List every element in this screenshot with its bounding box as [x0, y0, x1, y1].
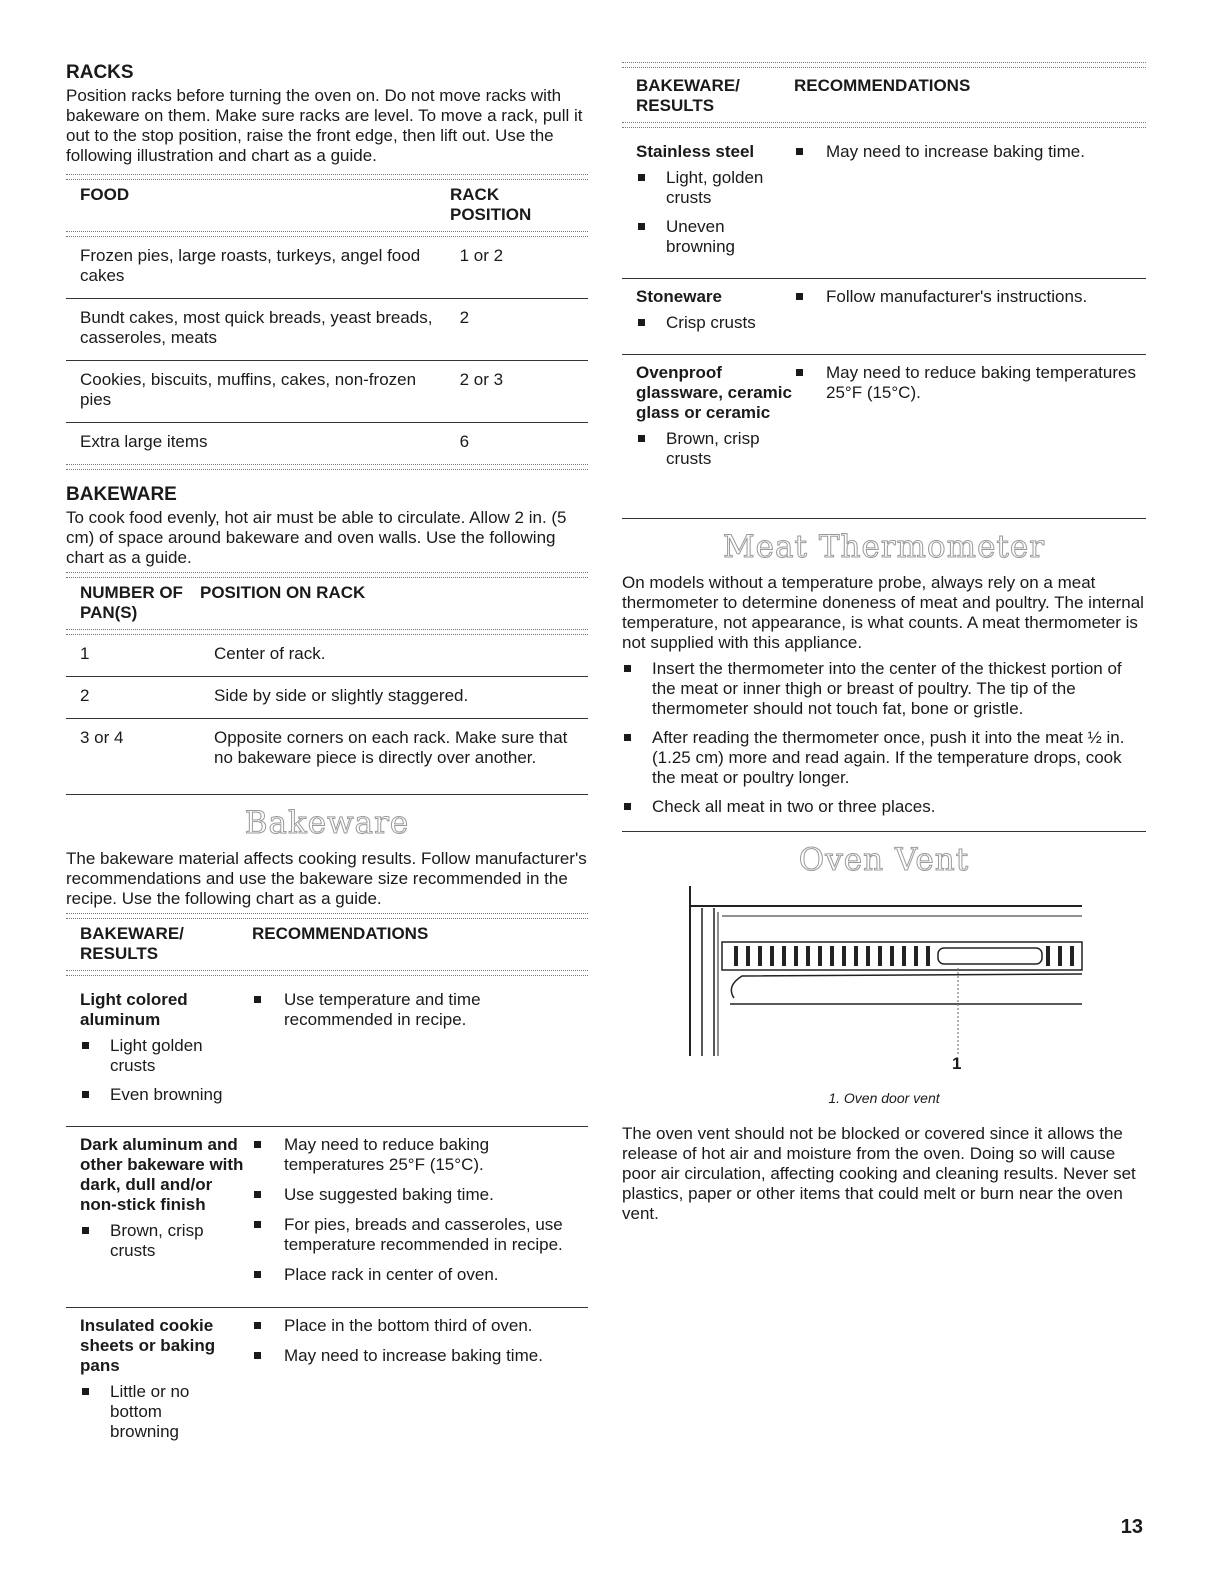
col-bakeware-results: BAKEWARE/ RESULTS [636, 76, 740, 115]
racks-heading: RACKS [66, 62, 134, 83]
vent-slot [890, 946, 894, 966]
bakeware-name: Stoneware [636, 287, 722, 306]
vent-slot [746, 946, 750, 966]
meat-thermometer-list [622, 659, 1146, 817]
bakeware-table-right [622, 134, 1146, 518]
list-item: Place in the bottom third of oven. [252, 1316, 588, 1336]
bakeware-section-title: Bakeware [244, 805, 410, 841]
table-row [66, 677, 588, 719]
list-item: Brown, crisp crusts [80, 1221, 252, 1261]
bakeware-section-intro: The bakeware material affects cooking results. Follow manufacturer's recommendations and use the bakeware size recommended in the recipe. Use the following chart as a guide. [66, 849, 587, 908]
meat-thermometer-intro: On models without a temperature probe, always rely on a meat thermometer to determine doneness of meat and poultry. The internal temperature, not appearance, is what counts. A meat thermometer is not supplied with this appliance. [622, 573, 1144, 652]
col-position-on-rack: POSITION ON RACK [200, 583, 366, 602]
bakeware-heading: BAKEWARE [66, 484, 177, 505]
vent-slot [758, 946, 762, 966]
vent-slot [902, 946, 906, 966]
vent-slot [878, 946, 882, 966]
pans-table-header [66, 578, 588, 629]
table-row [622, 355, 1146, 518]
meat-thermometer-title: Meat Thermometer [722, 529, 1046, 565]
col-bakeware-results: BAKEWARE/ RESULTS [80, 924, 184, 963]
col-number-of-pans: NUMBER OF PAN(S) [80, 583, 183, 622]
table-row [66, 635, 588, 677]
list-item: Follow manufacturer's instructions. [794, 287, 1146, 307]
oven-vent-text: The oven vent should not be blocked or covered since it allows the release of hot air and moisture from the oven. Doing so will cause poor air circulation, affecting cooking and cleaning results. Never set plastics, paper or other items that could melt or burn near the oven vent. [622, 1124, 1136, 1223]
vent-slot [854, 946, 858, 966]
vent-slot [734, 946, 738, 966]
vent-slot [842, 946, 846, 966]
results-list [80, 1221, 252, 1261]
list-item: After reading the thermometer once, push it into the meat ½ in. (1.25 cm) more and read again. If the temperature drops, cook the meat or poultry longer. [622, 728, 1146, 788]
list-item: Uneven browning [636, 217, 756, 257]
vent-slot [866, 946, 870, 966]
vent-slot [794, 946, 798, 966]
racks-intro: Position racks before turning the oven on. Do not move racks with bakeware on them. Make sure racks are level. To move a rack, pull it out to the stop position, raise the front edge, then lift out. Use the following illustration and chart as a guide. [66, 86, 583, 165]
right-column [622, 62, 1146, 1224]
position-cell: 2 or 3 [459, 370, 504, 389]
position-cell: 1 or 2 [459, 246, 504, 265]
food-cell: Extra large items [80, 432, 208, 451]
left-column [66, 62, 588, 1463]
divider [66, 970, 588, 976]
position-cell: Side by side or slightly staggered. [214, 686, 469, 705]
bakeware-name: Insulated cookie sheets or baking pans [80, 1316, 216, 1375]
rack-table [66, 237, 588, 464]
bakeware-name: Light colored aluminum [80, 990, 188, 1029]
bakeware-name: Stainless steel [636, 142, 755, 161]
vent-slot [806, 946, 810, 966]
list-item: Place rack in center of oven. [252, 1265, 588, 1285]
bakeware-intro: To cook food evenly, hot air must be able to circulate. Allow 2 in. (5 cm) of space around bakeware and oven walls. Use the following chart as a guide. [66, 508, 567, 567]
table-row [66, 423, 588, 464]
bakeware-name: Ovenproof glassware, ceramic glass or ceramic [636, 363, 792, 422]
table-row [66, 299, 588, 361]
position-cell: Opposite corners on each rack. Make sure that no bakeware piece is directly over another. [214, 728, 568, 767]
list-item: Little or no bottom browning [80, 1382, 210, 1442]
number-cell: 1 [80, 644, 90, 663]
list-item: For pies, breads and casseroles, use temperature recommended in recipe. [252, 1215, 588, 1255]
col-rack-position: RACK POSITION [450, 185, 532, 224]
vent-slot [1058, 946, 1062, 966]
results-list [80, 1036, 252, 1105]
recommendations-list [252, 990, 588, 1030]
table-row [66, 1308, 588, 1463]
bakeware-name: Dark aluminum and other bakeware with dark, dull and/or non-stick finish [80, 1135, 244, 1214]
list-item: Crisp crusts [636, 313, 794, 333]
table-row [66, 237, 588, 299]
table-row [622, 134, 1146, 279]
list-item: May need to reduce baking temperatures 25°F (15°C). [794, 363, 1146, 403]
list-item: Light golden crusts [80, 1036, 252, 1076]
results-list [80, 1382, 252, 1442]
page-number: 13 [1120, 1516, 1143, 1538]
vent-slot [770, 946, 774, 966]
bakeware-table-left [66, 982, 588, 1463]
recommendations-list [794, 142, 1146, 162]
list-item: Even browning [80, 1085, 252, 1105]
divider [622, 122, 1146, 128]
divider [66, 464, 588, 470]
table-row [622, 279, 1146, 355]
list-item: May need to reduce baking temperatures 25°F (15°C). [252, 1135, 588, 1175]
food-cell: Cookies, biscuits, muffins, cakes, non-frozen pies [80, 370, 417, 409]
number-cell: 3 or 4 [80, 728, 124, 747]
table-row [66, 982, 588, 1127]
section-rule [622, 831, 1146, 832]
col-food: FOOD [80, 185, 130, 204]
list-item: Use suggested baking time. [252, 1185, 588, 1205]
results-list [636, 429, 794, 469]
recommendations-list [252, 1316, 588, 1366]
section-rule [66, 794, 588, 795]
vent-slot [782, 946, 786, 966]
bakeware-table-header-continued [622, 68, 1146, 122]
list-item: May need to increase baking time. [794, 142, 1146, 162]
vent-slot [830, 946, 834, 966]
position-cell: 2 [459, 308, 470, 327]
bakeware-table-header [66, 919, 588, 970]
list-item: Brown, crisp crusts [636, 429, 766, 469]
col-recommendations: RECOMMENDATIONS [252, 924, 429, 943]
col-recommendations: RECOMMENDATIONS [794, 76, 971, 95]
list-item: Check all meat in two or three places. [622, 797, 1146, 817]
vent-slot [818, 946, 822, 966]
recommendations-list [794, 287, 1146, 307]
table-row [66, 719, 588, 794]
section-rule [622, 518, 1146, 519]
food-cell: Frozen pies, large roasts, turkeys, angel food cakes [80, 246, 421, 285]
vent-slot [914, 946, 918, 966]
results-list [636, 313, 794, 333]
list-item: Insert the thermometer into the center of the thickest portion of the meat or inner thigh or breast of poultry. The tip of the thermometer should not touch fat, bone or gristle. [622, 659, 1146, 719]
list-item: May need to increase baking time. [252, 1346, 588, 1366]
list-item: Use temperature and time recommended in recipe. [252, 990, 588, 1030]
recommendations-list [252, 1135, 588, 1285]
oven-vent-caption: 1. Oven door vent [828, 1090, 940, 1106]
results-list [636, 168, 794, 257]
oven-vent-title: Oven Vent [798, 842, 970, 878]
vent-slot [926, 946, 930, 966]
vent-slot [1046, 946, 1050, 966]
table-row [66, 361, 588, 423]
vent-slot [1070, 946, 1074, 966]
food-cell: Bundt cakes, most quick breads, yeast breads, casseroles, meats [80, 308, 433, 347]
table-row [66, 1127, 588, 1308]
rack-table-header [66, 180, 588, 231]
list-item: Light, golden crusts [636, 168, 776, 208]
callout-number: 1 [952, 1054, 962, 1073]
pans-table [66, 635, 588, 794]
recommendations-list [794, 363, 1146, 403]
number-cell: 2 [80, 686, 90, 705]
oven-vent-illustration [622, 886, 1146, 1086]
oven-door-vent-illustration [622, 886, 1146, 1086]
position-cell: Center of rack. [214, 644, 326, 663]
position-cell: 6 [459, 432, 470, 451]
